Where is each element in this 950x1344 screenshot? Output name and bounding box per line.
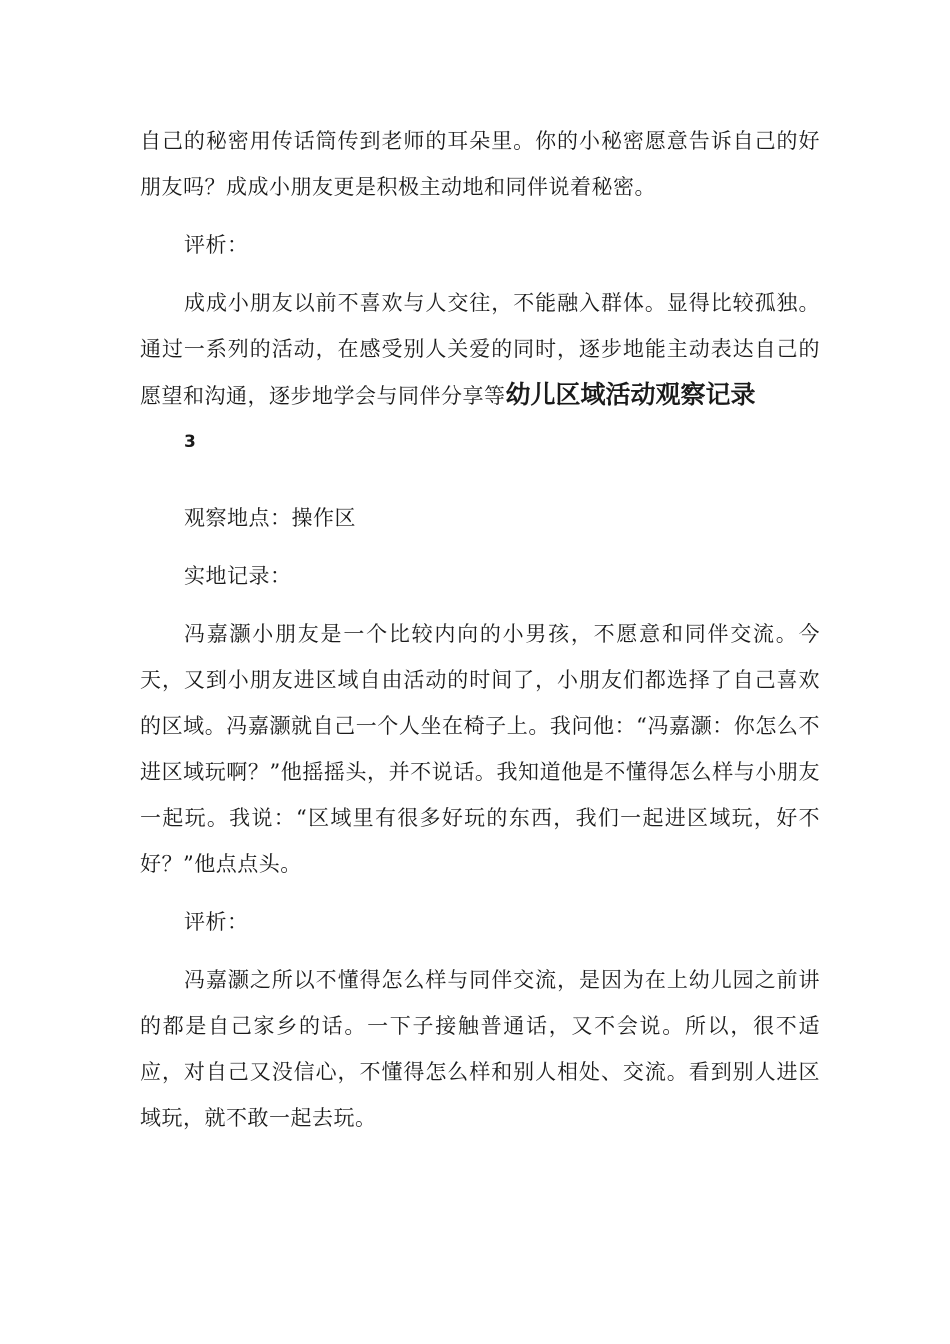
paragraph-analysis-label-2: 评析： — [184, 910, 249, 934]
paragraph-record: 冯嘉灏小朋友是一个比较内向的小男孩，不愿意和同伴交流。今天，又到小朋友进区域自由活动的时间了，小朋友们都选择了自己喜欢的区域。冯嘉灏就自己一个人坐在椅子上。我问他：“冯嘉灏：你怎么不进区域玩啊？”他摇摇头，并不说话。我知道他是不懂得怎么样与小朋友一起玩。我说：“区域里有很多好玩的东西，我们一起进区域玩，好不好？”他点点头。 — [140, 622, 820, 876]
analysis-1-text: 成成小朋友以前不喜欢与人交往，不能融入群体。显得比较孤独。通过一系列的活动，在感受别人关爱的同时，逐步地能主动表达自己的愿望和沟通，逐步地学会与同伴分享等 — [140, 291, 820, 408]
paragraph-secret: 自己的秘密用传话筒传到老师的耳朵里。你的小秘密愿意告诉自己的好朋友吗？成成小朋友更是积极主动地和同伴说着秘密。 — [140, 129, 820, 199]
paragraph-location: 观察地点：操作区 — [184, 506, 356, 530]
paragraph-analysis-label-1: 评析： — [184, 233, 249, 257]
paragraph-record-label: 实地记录： — [184, 564, 292, 588]
document-page — [140, 118, 820, 1141]
paragraph-analysis-1 — [140, 280, 820, 465]
section-heading-number: 3 — [184, 432, 197, 452]
section-heading: 幼儿区域活动观察记录 — [505, 380, 756, 409]
paragraph-analysis-2: 冯嘉灏之所以不懂得怎么样与同伴交流，是因为在上幼儿园之前讲的都是自己家乡的话。一下子接触普通话，又不会说。所以，很不适应，对自己又没信心，不懂得怎么样和别人相处、交流。看到别人进区域玩，就不敢一起去玩。 — [140, 968, 820, 1130]
